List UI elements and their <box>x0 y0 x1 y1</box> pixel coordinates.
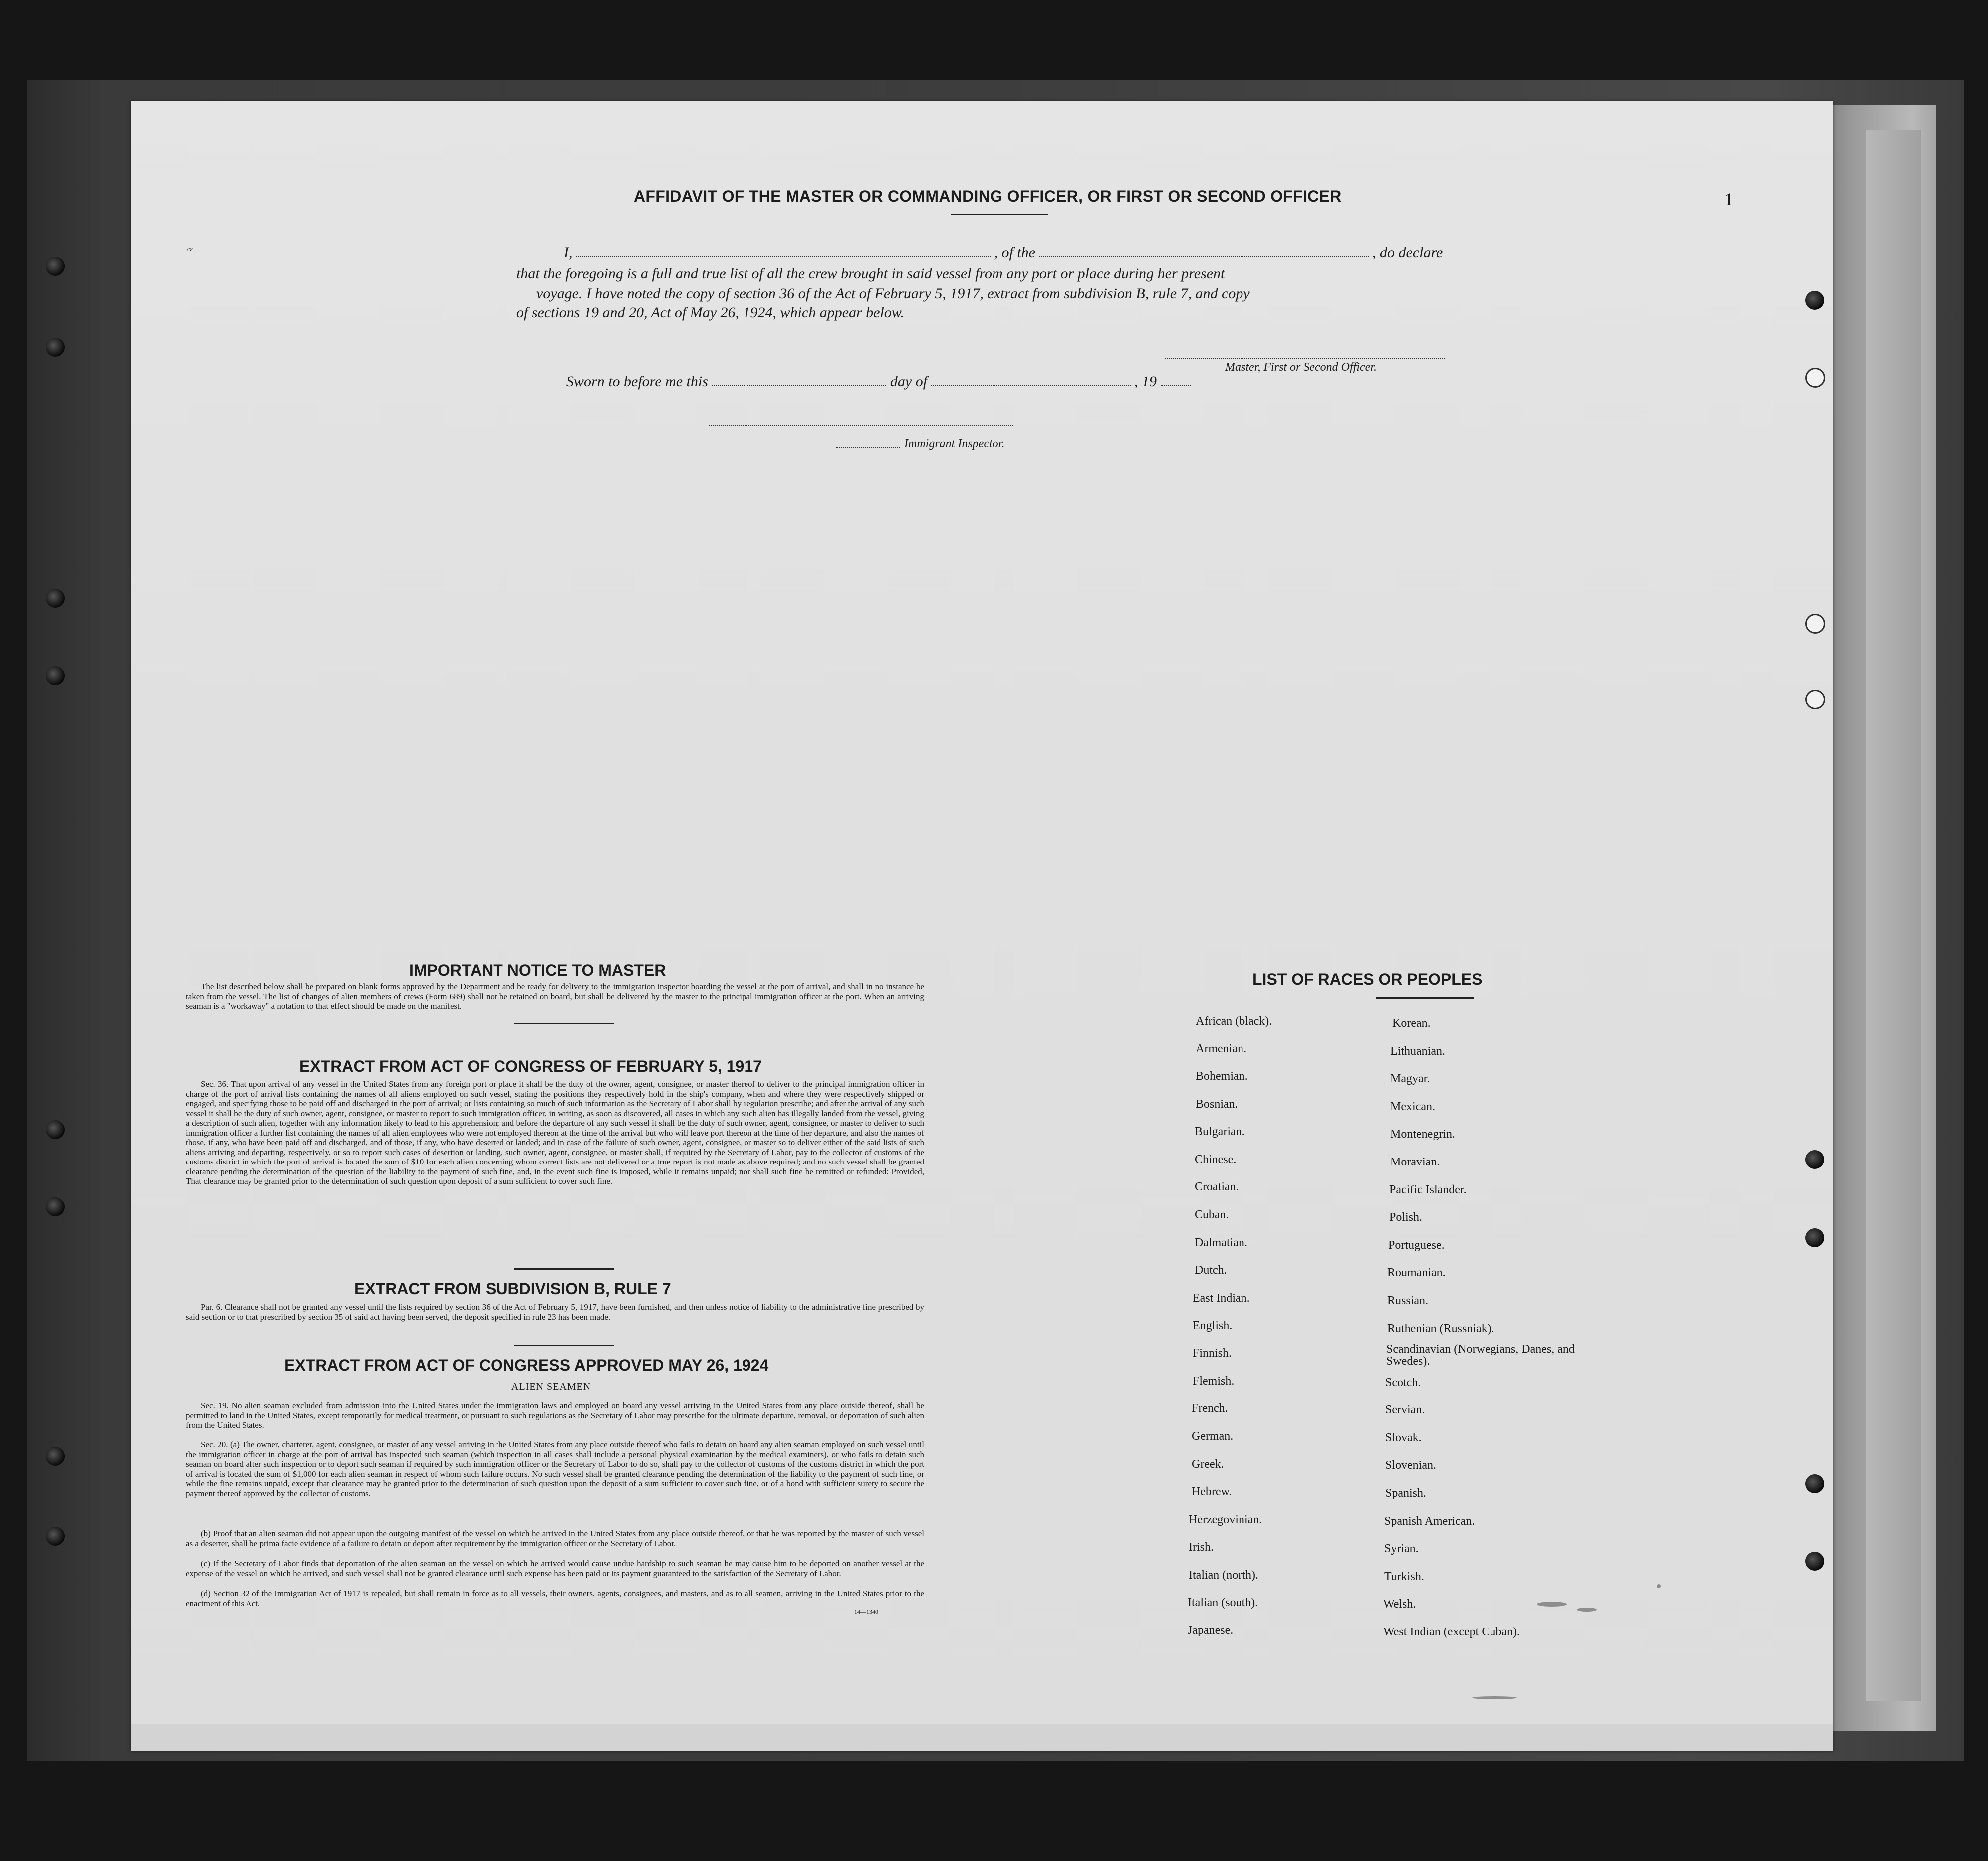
ink-smudge <box>1657 1584 1661 1588</box>
ink-smudge <box>1537 1602 1567 1607</box>
race-left-item: Bosnian. <box>1196 1098 1238 1111</box>
notice-title: IMPORTANT NOTICE TO MASTER <box>409 961 666 979</box>
race-right-item: Spanish. <box>1385 1487 1427 1500</box>
inspector-signature-label: Immigrant Inspector. <box>904 437 1005 450</box>
section-rule <box>514 1345 614 1346</box>
punch-hole <box>1805 614 1825 634</box>
race-left-item: French. <box>1192 1402 1228 1415</box>
race-left-item: English. <box>1193 1319 1233 1332</box>
punch-hole <box>1805 368 1825 388</box>
race-left-item: Irish. <box>1189 1541 1214 1554</box>
race-left-item: Flemish. <box>1193 1375 1235 1388</box>
punch-hole <box>1805 1150 1824 1169</box>
binder-hole <box>46 338 65 357</box>
race-right-item: Roumanian. <box>1387 1266 1446 1279</box>
punch-hole <box>1805 1474 1824 1493</box>
section-rule <box>514 1023 614 1024</box>
inspector-signature-line[interactable] <box>709 425 1013 426</box>
race-right-item: Slovenian. <box>1385 1459 1436 1472</box>
affidavit-title: AFFIDAVIT OF THE MASTER OR COMMANDING OFFICER, OR FIRST OR SECOND OFFICER <box>634 187 1342 205</box>
race-left-item: Finnish. <box>1193 1347 1232 1360</box>
race-left-item: Japanese. <box>1188 1624 1234 1637</box>
race-left-item: African (black). <box>1196 1015 1272 1028</box>
race-right-item: West Indian (except Cuban). <box>1383 1626 1520 1638</box>
race-right-item: Turkish. <box>1384 1570 1424 1583</box>
race-right-item: Moravian. <box>1390 1156 1440 1168</box>
binder-hole <box>46 589 65 608</box>
affidavit-line-3: voyage. I have noted the copy of section 36 of the Act of February 5, 1917, extract from subdivision B, rule 7, and copy <box>536 285 1250 302</box>
of-the-label: , of the <box>994 244 1035 261</box>
punch-hole <box>1805 291 1824 310</box>
race-right-item: Slovak. <box>1385 1431 1422 1444</box>
race-left-item: German. <box>1192 1430 1234 1443</box>
year-label: , 19 <box>1134 373 1157 390</box>
race-right-item: Lithuanian. <box>1390 1045 1445 1058</box>
sec19-body: Sec. 19. No alien seaman excluded from admission into the United States under the immigration laws and employed on board any vessel arriving in the United States from any place outside thereof, shall be permitted to land in the United States, except temporarily for medical treatment, or pursuant to such regulations as the Secretary of Labor may prescribe for the ultimate departure, removal, or deportation of such alien from the United States. <box>186 1401 924 1430</box>
ink-smudge <box>1472 1696 1517 1699</box>
race-right-item: Portuguese. <box>1388 1239 1445 1252</box>
ink-smudge <box>1577 1608 1597 1612</box>
extract-1924-title: EXTRACT FROM ACT OF CONGRESS APPROVED MAY 26, 1924 <box>284 1356 769 1374</box>
day-of-label: day of <box>890 373 928 390</box>
sworn-line <box>566 373 1191 390</box>
binder-hole <box>46 1197 65 1216</box>
binder-hole <box>46 1527 65 1546</box>
sworn-label: Sworn to before me this <box>566 373 708 390</box>
page-number: 1 <box>1724 189 1733 209</box>
master-signature-line[interactable] <box>1165 358 1445 359</box>
stray-mark: ᶜᵋ <box>187 244 193 257</box>
back-sheet-edge <box>1866 130 1921 1701</box>
sworn-day-blank[interactable] <box>712 374 886 386</box>
binder-hole <box>46 1120 65 1139</box>
sec20a-body: Sec. 20. (a) The owner, charterer, agent, consignee, or master of any vessel arriving in the United States from any place outside thereof who fails to detain on board any alien seaman employed on such vessel until the immigration officer in charge at the port of arrival has inspected such seaman (which inspection in all cases shall include a personal physical examination by the medical examiners), or who fails to detain such seaman on board after such inspection or to deport such seaman if required by such immigration officer or the Secretary of Labor to do so, shall pay to the collector of customs of the customs district in which the port of arrival is located the sum of $1,000 for each alien seaman in respect of whom such failure occurs. No such vessel shall be granted clearance pending the determination of the liability to the payment of such fine, or while the fine remains unpaid, except that clearance may be granted prior to the determination of such question upon the deposit of a sum sufficient to cover such fine, or of a bond with sufficient surety to secure the payment thereof approved by the collector of customs. <box>186 1440 924 1498</box>
races-title: LIST OF RACES OR PEOPLES <box>1252 970 1483 988</box>
race-right-item: Welsh. <box>1383 1598 1416 1611</box>
race-left-item: Greek. <box>1192 1458 1224 1471</box>
affidavit-line-2: that the foregoing is a full and true list of all the crew brought in said vessel from any port or place during her present <box>516 265 1225 282</box>
affidavit-line-4: of sections 19 and 20, Act of May 26, 1924, which appear below. <box>516 304 905 321</box>
race-left-item: Chinese. <box>1195 1153 1237 1166</box>
extract-rule7-title: EXTRACT FROM SUBDIVISION B, RULE 7 <box>354 1280 671 1298</box>
race-right-item: Russian. <box>1387 1294 1429 1307</box>
sec20c-body: (c) If the Secretary of Labor finds that deportation of the alien seaman on the vessel on which he arrived would cause undue hardship to such seaman he may cause him to be deported on another vessel at the expense of the vessel on which he arrived, and such vessel shall not be granted clearance until such expense has been paid or its payment guaranteed to the satisfaction of the Secretary of Labor. <box>186 1559 924 1578</box>
race-left-item: Italian (north). <box>1189 1569 1258 1582</box>
race-left-item: Dutch. <box>1195 1264 1227 1277</box>
sworn-year-blank[interactable] <box>1161 374 1191 386</box>
race-right-item: Scandinavian (Norwegians, Danes, and Swedes). <box>1386 1343 1575 1368</box>
punch-hole <box>1805 1552 1824 1571</box>
binder-hole <box>46 257 65 276</box>
extract-1917-title: EXTRACT FROM ACT OF CONGRESS OF FEBRUARY 5, 1917 <box>299 1057 762 1075</box>
binder-hole <box>46 1447 65 1466</box>
document-page <box>131 101 1833 1751</box>
sec20b-body: (b) Proof that an alien seaman did not appear upon the outgoing manifest of the vessel on which he arrived in the United States from any place outside thereof, or that he was reported by the master of such vessel as a deserter, shall be prima facie evidence of a failure to detain or deport after requirement by the immigration officer or the Secretary of Labor. <box>186 1529 924 1548</box>
race-left-item: Bohemian. <box>1196 1070 1248 1083</box>
race-right-item: Korean. <box>1392 1017 1431 1030</box>
declare-label: , do declare <box>1372 244 1443 261</box>
title-rule <box>951 214 1048 215</box>
races-rule <box>1376 997 1474 999</box>
race-right-item: Spanish American. <box>1384 1515 1475 1528</box>
race-left-item: East Indian. <box>1193 1292 1250 1305</box>
binder-hole <box>46 666 65 685</box>
race-left-item: Italian (south). <box>1188 1596 1258 1609</box>
race-left-item: Armenian. <box>1196 1042 1246 1055</box>
vessel-name-blank[interactable] <box>1039 245 1369 257</box>
form-number: 14—1340 <box>854 1608 878 1615</box>
inspector-dots <box>836 447 900 448</box>
race-left-item: Hebrew. <box>1192 1485 1232 1498</box>
notice-body: The list described below shall be prepared on blank forms approved by the Department and be ready for delivery to the immigration inspector boarding the vessel at the port of arrival, and shall in no instance be taken from the vessel. The list of changes of alien members of crews (Form 689) shall not be retained on board, but shall be delivered by the master to the principal immigration officer at the port. When an arriving seaman is a "workaway" a notation to that effect should be made on the manifest. <box>186 982 924 1011</box>
declarant-label: I, <box>564 244 573 261</box>
race-left-item: Herzegovinian. <box>1189 1513 1262 1526</box>
race-right-item: Servian. <box>1385 1403 1425 1416</box>
race-left-item: Bulgarian. <box>1195 1125 1245 1138</box>
race-left-item: Dalmatian. <box>1195 1236 1247 1249</box>
race-right-item: Polish. <box>1389 1211 1423 1224</box>
punch-hole <box>1805 690 1825 709</box>
extract-1917-body: Sec. 36. That upon arrival of any vessel in the United States from any foreign port or place it shall be the duty of the owner, agent, consignee, or master thereof to deliver to the principal immigration officer in charge of the port of arrival lists containing the names of all aliens employed on such vessel, stating the positions they respectively hold in the ship's company, when and where they were respectively shipped or engaged, and specifying those to be paid off and discharged in the port of arrival; or lists containing so much of such information as the Secretary of Labor shall by regulation prescribe; and after the arrival of any such vessel it shall be the duty of such owner, agent, consignee, or master to report to such immigration officer, in writing, as soon as discovered, all cases in which any such alien has illegally landed from the vessel, giving a description of such alien, together with any information likely to lead to his apprehension; and before the departure of any such vessel it shall be the duty of such owner, agent, consignee, or master to deliver to such immigration officer a further list containing the names of all alien employees who were not employed thereon at the time of the arrival but who will leave port thereon at the time of her departure, and also the names of those, if any, who have been paid off and discharged, and of those, if any, who have deserted or landed; and in case of the failure of such owner, agent, consignee, or master so to deliver either of the said lists of such aliens arriving and departing, respectively, or so to report such cases of desertion or landing, such owner, agent, consignee, or master shall, if required by the Secretary of Labor, pay to the collector of customs of the customs district in which the port of arrival is located the sum of $10 for each alien concerning whom correct lists are not delivered or a true report is not made as above required; and no such vessel shall be granted clearance pending the determination of the question of the liability to the payment of such fine, and, in the event such fine is imposed, while it remains unpaid; nor shall such fine be remitted or refunded: Provided, That clearance may be granted prior to the determination of such question upon deposit of a sum sufficient to cover such fine. <box>186 1079 924 1186</box>
declarant-name-blank[interactable] <box>576 245 991 257</box>
extract-1924-subtitle: ALIEN SEAMEN <box>511 1381 591 1392</box>
section-rule <box>514 1268 614 1270</box>
extract-rule7-body: Par. 6. Clearance shall not be granted any vessel until the lists required by section 36 of the Act of February 5, 1917, have been furnished, and then unless notice of liability to the administrative fine prescribed by said section or to that prescribed by section 35 of said act having been served, the deposit specified in rule 23 has been made. <box>186 1302 924 1322</box>
race-right-item: Mexican. <box>1390 1100 1435 1113</box>
page-edge-strip <box>131 1724 1833 1751</box>
race-right-item: Scotch. <box>1385 1376 1421 1389</box>
affidavit-line-1 <box>564 244 1443 261</box>
sec20d-body: (d) Section 32 of the Immigration Act of 1917 is repealed, but shall remain in force as to all vessels, their owners, agents, consignees, and masters, and as to all seamen, arriving in the United States prior to the enactment of this Act. <box>186 1589 924 1608</box>
race-right-item: Magyar. <box>1390 1072 1430 1085</box>
race-right-item: Syrian. <box>1384 1542 1419 1555</box>
sworn-month-blank[interactable] <box>931 374 1131 386</box>
race-left-item: Cuban. <box>1195 1208 1229 1221</box>
race-right-item: Montenegrin. <box>1390 1128 1455 1141</box>
race-right-item: Ruthenian (Russniak). <box>1387 1322 1494 1335</box>
master-signature-label: Master, First or Second Officer. <box>1225 361 1377 374</box>
punch-hole <box>1805 1228 1824 1247</box>
race-right-item: Pacific Islander. <box>1389 1183 1467 1196</box>
race-left-item: Croatian. <box>1195 1180 1239 1193</box>
